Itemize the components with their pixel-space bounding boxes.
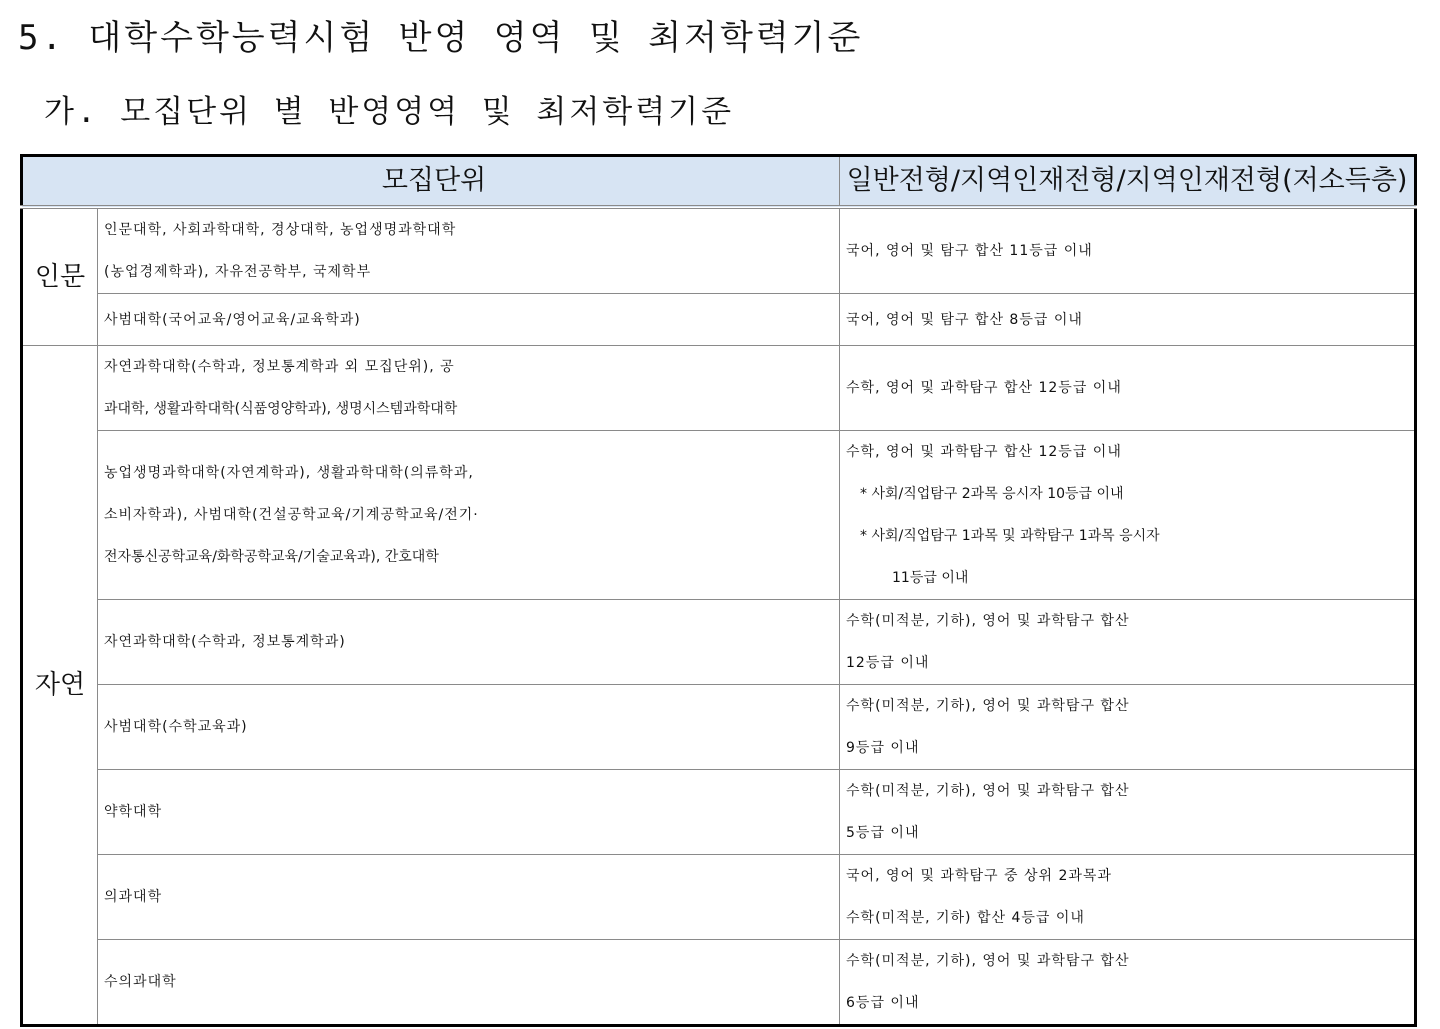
unit-line: 사범대학(국어교육/영어교육/교육학과): [104, 311, 361, 328]
table-row: [22, 431, 1416, 600]
req-line: 수학(미적분, 기하) 합산 4등급 이내: [846, 910, 1085, 926]
unit-line: 수의과대학: [104, 974, 177, 990]
req-line: 국어, 영어 및 탐구 합산 8등급 이내: [846, 311, 1083, 328]
unit-line: (농업경제학과), 자유전공학부, 국제학부: [104, 264, 372, 280]
table-row: [22, 346, 1416, 431]
unit-line: 과대학, 생활과학대학(식품영양학과), 생명시스템과학대학: [104, 401, 458, 417]
unit-line: 전자통신공학교육/화학공학교육/기술교육과), 간호대학: [104, 549, 439, 565]
unit-line: 의과대학: [104, 889, 163, 905]
table-row: [22, 855, 1416, 940]
group-label-natural: 자연: [22, 346, 98, 1026]
req-line: 국어, 영어 및 탐구 합산 11등급 이내: [846, 243, 1093, 259]
unit-cell: [98, 600, 840, 685]
unit-line: 인문대학, 사회과학대학, 경상대학, 농업생명과학대학: [104, 222, 457, 238]
req-line: 수학(미적분, 기하), 영어 및 과학탐구 합산: [846, 953, 1130, 969]
req-line: 수학(미적분, 기하), 영어 및 과학탐구 합산: [846, 698, 1130, 714]
unit-cell: [98, 431, 840, 600]
req-line: 수학, 영어 및 과학탐구 합산 12등급 이내: [846, 444, 1122, 460]
requirement-cell: [840, 346, 1416, 431]
header-recruitment-unit: 모집단위: [22, 156, 840, 208]
req-line: 수학(미적분, 기하), 영어 및 과학탐구 합산: [846, 613, 1130, 629]
requirement-cell: [840, 294, 1416, 346]
req-note-cont: 11등급 이내: [892, 570, 969, 586]
req-note: * 사회/직업탐구 1과목 및 과학탐구 1과목 응시자: [860, 528, 1160, 544]
unit-line: 사범대학(수학교육과): [104, 719, 248, 735]
section-heading: 5. 대학수학능력시험 반영 영역 및 최저학력기준: [18, 18, 864, 58]
unit-line: 자연과학대학(수학과, 정보통계학과 외 모집단위), 공: [104, 359, 455, 375]
header-row: [22, 156, 1416, 208]
admission-criteria-table: [20, 154, 1417, 1027]
requirement-cell: [840, 431, 1416, 600]
table-row: [22, 207, 1416, 294]
requirement-cell: [840, 207, 1416, 294]
unit-cell: [98, 207, 840, 294]
req-note: * 사회/직업탐구 2과목 응시자 10등급 이내: [860, 486, 1124, 502]
group-label-humanities: 인문: [22, 207, 98, 346]
unit-cell: [98, 770, 840, 855]
unit-cell: [98, 940, 840, 1026]
req-line: 수학, 영어 및 과학탐구 합산 12등급 이내: [846, 380, 1122, 396]
requirement-cell: [840, 940, 1416, 1026]
table-row: [22, 294, 1416, 346]
header-admission-type: 일반전형/지역인재전형/지역인재전형(저소득층): [840, 156, 1416, 208]
unit-line: 농업생명과학대학(자연계학과), 생활과학대학(의류학과,: [104, 465, 474, 481]
req-line: 수학(미적분, 기하), 영어 및 과학탐구 합산: [846, 783, 1130, 799]
unit-line: 약학대학: [104, 804, 163, 820]
unit-line: 자연과학대학(수학과, 정보통계학과): [104, 634, 346, 650]
requirement-cell: [840, 855, 1416, 940]
unit-line: 소비자학과), 사범대학(건설공학교육/기계공학교육/전기·: [104, 507, 479, 523]
table-row: [22, 770, 1416, 855]
table-row: [22, 600, 1416, 685]
subsection-heading: 가. 모집단위 별 반영영역 및 최저학력기준: [44, 94, 735, 130]
req-line: 5등급 이내: [846, 825, 920, 841]
req-line: 6등급 이내: [846, 995, 920, 1011]
unit-cell: [98, 294, 840, 346]
req-line: 12등급 이내: [846, 655, 930, 671]
unit-cell: [98, 855, 840, 940]
req-line: 9등급 이내: [846, 740, 920, 756]
table-row: [22, 685, 1416, 770]
requirement-cell: [840, 685, 1416, 770]
req-line: 국어, 영어 및 과학탐구 중 상위 2과목과: [846, 868, 1112, 884]
requirement-cell: [840, 770, 1416, 855]
unit-cell: [98, 346, 840, 431]
unit-cell: [98, 685, 840, 770]
table-row: [22, 940, 1416, 1026]
requirement-cell: [840, 600, 1416, 685]
